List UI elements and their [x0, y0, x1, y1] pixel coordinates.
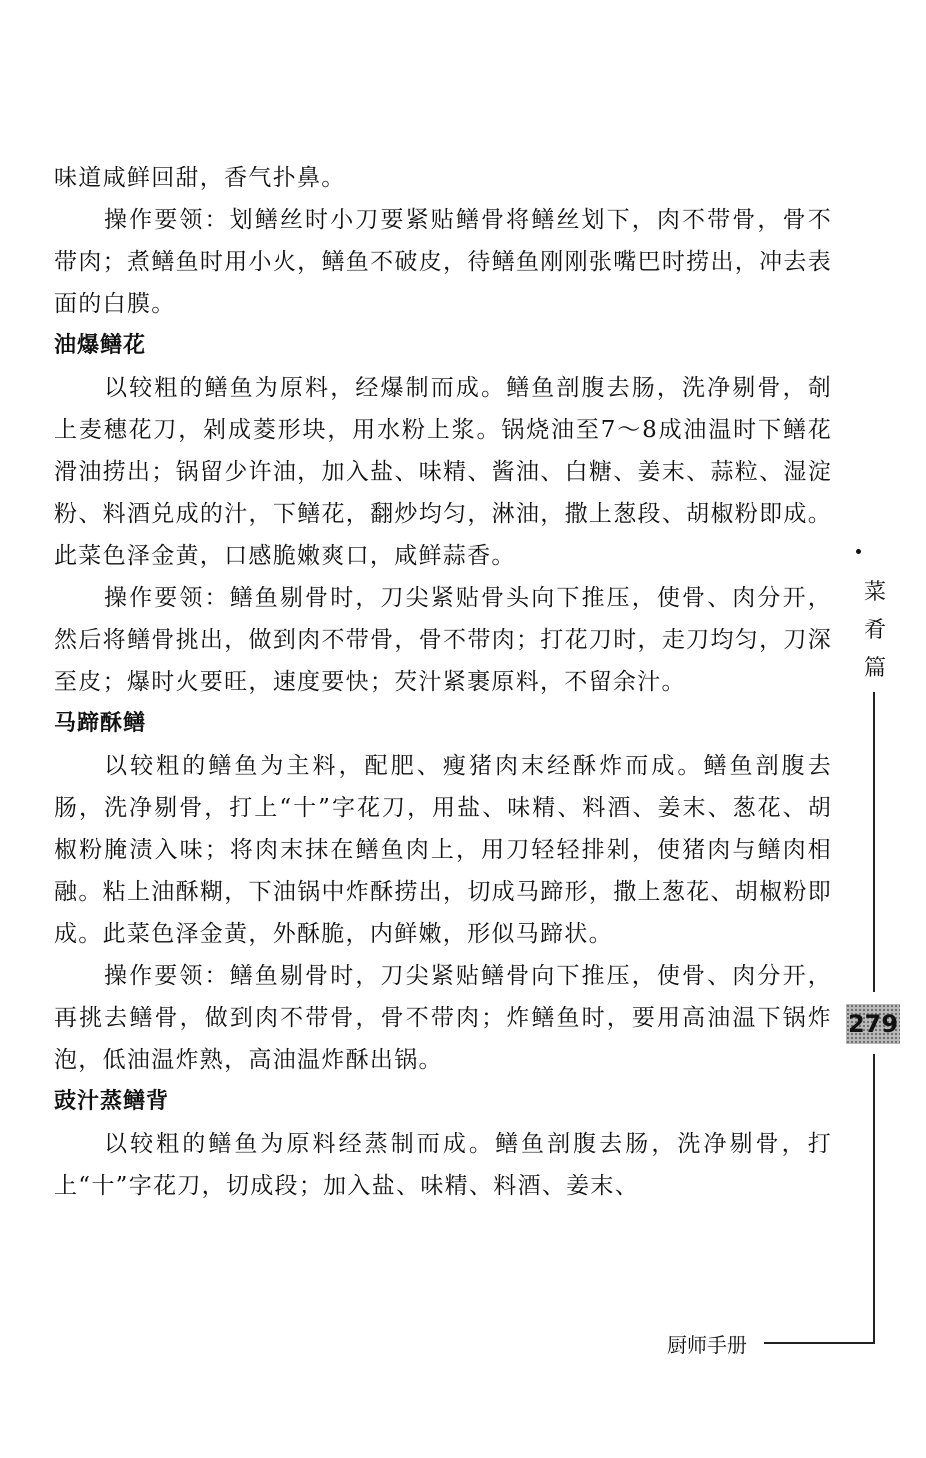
footer-rule — [764, 1342, 875, 1344]
recipe-title: 油爆鳝花 — [54, 333, 147, 358]
margin-rule-bottom — [873, 1054, 875, 1342]
book-title: 厨师手册 — [667, 1332, 751, 1358]
recipe-title: 豉汁蒸鳝背 — [54, 1089, 170, 1114]
section-label: 菜肴篇 — [863, 580, 886, 681]
margin-dot — [856, 549, 861, 554]
paragraph: 操作要领：划鳝丝时小刀要紧贴鳝骨将鳝丝划下，肉不带骨，骨不带肉；煮鳝鱼时用小火，鳝鱼不破皮，待鳝鱼刚刚张嘴巴时捞出，冲去表面的白膜。 — [54, 207, 832, 317]
page-number: 279 — [846, 1004, 900, 1044]
paragraph: 操作要领：鳝鱼剔骨时，刀尖紧贴骨头向下推压，使骨、肉分开，然后将鳝骨挑出，做到肉不带骨，骨不带肉；打花刀时，走刀均匀，刀深至皮；爆时火要旺，速度要快；芡汁紧裹原料，不留余汁。 — [54, 585, 832, 695]
page-body — [54, 157, 832, 1207]
paragraph: 操作要领：鳝鱼剔骨时，刀尖紧贴鳝骨向下推压，使骨、肉分开，再挑去鳝骨，做到肉不带骨，骨不带肉；炸鳝鱼时，要用高油温下锅炸泡，低油温炸熟，高油温炸酥出锅。 — [54, 963, 832, 1073]
recipe-title: 马蹄酥鳝 — [54, 711, 147, 736]
margin-rule-top — [873, 692, 875, 992]
paragraph: 以较粗的鳝鱼为主料，配肥、瘦猪肉末经酥炸而成。鳝鱼剖腹去肠，洗净剔骨，打上“十”字花刀，用盐、味精、料酒、姜末、葱花、胡椒粉腌渍入味；将肉末抹在鳝鱼肉上，用刀轻轻排剁，使猪肉与鳝肉相融。粘上油酥糊，下油锅中炸酥捞出，切成马蹄形，撒上葱花、胡椒粉即成。此菜色泽金黄，外酥脆，内鲜嫩，形似马蹄状。 — [54, 753, 832, 947]
paragraph: 以较粗的鳝鱼为原料，经爆制而成。鳝鱼剖腹去肠，洗净剔骨，剞上麦穗花刀，剁成菱形块，用水粉上浆。锅烧油至7～8成油温时下鳝花滑油捞出；锅留少许油，加入盐、味精、酱油、白糖、姜末、蒜粒、湿淀粉、料酒兑成的汁，下鳝花，翻炒均匀，淋油，撒上葱段、胡椒粉即成。此菜色泽金黄，口感脆嫩爽口，咸鲜蒜香。 — [54, 375, 832, 569]
paragraph: 以较粗的鳝鱼为原料经蒸制而成。鳝鱼剖腹去肠，洗净剔骨，打上“十”字花刀，切成段；加入盐、味精、料酒、姜末、 — [54, 1131, 832, 1199]
paragraph: 味道咸鲜回甜，香气扑鼻。 — [54, 165, 346, 191]
